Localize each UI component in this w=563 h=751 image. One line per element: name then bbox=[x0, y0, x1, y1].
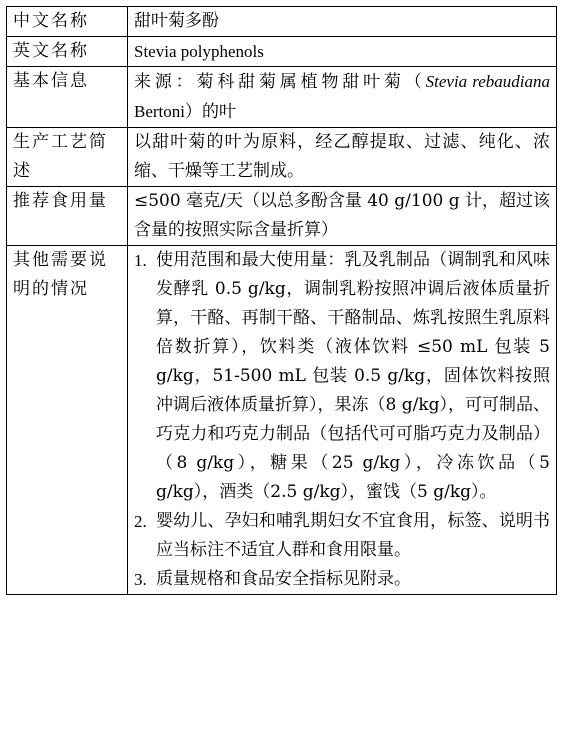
note-text: 使用范围和最大使用量：乳及乳制品（调制乳和风味发酵乳 0.5 g/kg，调制乳粉按照冲调后液体质量折算，干酪、再制干酪、干酪制品、炼乳按照生乳原料倍数折算），饮料类（液体饮料 ≤50 mL 包装 5 g/kg，51-500 mL 包装 0.5 g/kg，固体饮料按照冲调后液体质量折算），果冻（8 g/kg），可可制品、巧克力和巧克力制品（包括代可可脂巧克力及制品）（8 g/kg），糖果（25 g/kg），冷冻饮品（5 g/kg），酒类（2.5 g/kg），蜜饯（5 g/kg）。 bbox=[156, 250, 551, 502]
latin-author: Bertoni bbox=[134, 102, 185, 121]
row-english-name bbox=[7, 37, 557, 67]
label-dosage: 推荐食用量 bbox=[7, 187, 128, 246]
label-other-notes: 其他需要说明的情况 bbox=[7, 246, 128, 595]
latin-name: Stevia rebaudiana bbox=[425, 72, 550, 91]
value-basic-info bbox=[128, 67, 557, 128]
label-basic-info: 基本信息 bbox=[7, 67, 128, 128]
source-prefix: 来源：菊科甜菊属植物甜叶菊（ bbox=[134, 72, 426, 92]
note-item bbox=[134, 246, 550, 507]
value-english-name: Stevia polyphenols bbox=[128, 37, 557, 67]
label-english-name: 英文名称 bbox=[7, 37, 128, 67]
specification-table bbox=[6, 6, 557, 595]
note-number: 2. bbox=[134, 512, 147, 531]
value-process: 以甜叶菊的叶为原料，经乙醇提取、过滤、纯化、浓缩、干燥等工艺制成。 bbox=[128, 128, 557, 187]
value-chinese-name: 甜叶菊多酚 bbox=[128, 7, 557, 37]
note-number: 3. bbox=[134, 570, 147, 589]
value-other-notes bbox=[128, 246, 557, 595]
note-text: 质量规格和食品安全指标见附录。 bbox=[156, 569, 411, 589]
label-process: 生产工艺简述 bbox=[7, 128, 128, 187]
specification-sheet bbox=[6, 6, 557, 745]
row-dosage bbox=[7, 187, 557, 246]
notes-list bbox=[134, 246, 550, 594]
note-text: 婴幼儿、孕妇和哺乳期妇女不宜食用，标签、说明书应当标注不适宜人群和食用限量。 bbox=[156, 511, 550, 560]
value-dosage: ≤500 毫克/天（以总多酚含量 40 g/100 g 计，超过该含量的按照实际含量折算） bbox=[128, 187, 557, 246]
note-item bbox=[134, 565, 550, 594]
row-other-notes bbox=[7, 246, 557, 595]
row-process bbox=[7, 128, 557, 187]
note-item bbox=[134, 507, 550, 565]
label-chinese-name: 中文名称 bbox=[7, 7, 128, 37]
source-suffix: ）的叶 bbox=[185, 102, 236, 122]
row-basic-info bbox=[7, 67, 557, 128]
row-chinese-name bbox=[7, 7, 557, 37]
note-number: 1. bbox=[134, 251, 147, 270]
